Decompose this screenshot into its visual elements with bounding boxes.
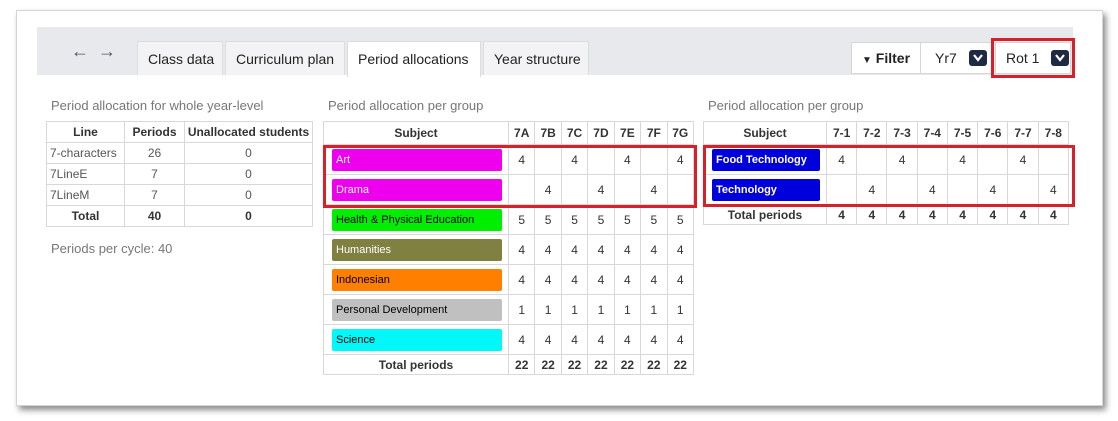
period-cell[interactable]: 4 [667,235,693,265]
column-header-group: 7-6 [978,122,1008,145]
column-header-group: 7C [561,122,587,145]
groups-b-table [703,121,1069,225]
table-cell: 7LineE [47,164,125,185]
subject-cell [324,205,509,235]
period-cell[interactable] [561,175,587,205]
period-cell[interactable]: 4 [561,235,587,265]
period-cell[interactable]: 4 [641,235,667,265]
column-header-group: 7-5 [947,122,977,145]
groups-b-title: Period allocation per group [708,98,864,113]
table-row [47,143,313,164]
tab-year-structure[interactable]: Year structure [483,41,589,75]
table-row [324,205,694,235]
subject-pill[interactable]: Health & Physical Education [332,209,502,231]
period-cell[interactable]: 5 [641,205,667,235]
period-cell[interactable] [1038,145,1068,175]
period-cell[interactable]: 4 [535,235,561,265]
forward-arrow-icon[interactable]: → [98,41,116,61]
period-cell[interactable]: 5 [561,205,587,235]
period-cell[interactable] [827,175,857,205]
period-cell[interactable]: 4 [535,265,561,295]
subject-pill[interactable]: Food Technology [712,149,820,171]
period-cell[interactable]: 4 [978,175,1008,205]
period-cell[interactable]: 4 [614,325,640,355]
table-row [47,185,313,206]
subject-pill[interactable]: Art [332,149,502,171]
period-cell[interactable] [947,175,977,205]
total-cell: 22 [667,355,693,375]
total-row [704,205,1069,225]
table-cell: 7-characters [47,143,125,164]
period-cell[interactable]: 4 [535,175,561,205]
table-cell: 0 [185,164,313,185]
column-header-group: 7D [588,122,614,145]
filter-icon: ▼ [862,55,872,66]
total-cell: 4 [917,205,947,225]
period-cell[interactable]: 4 [509,235,535,265]
subject-cell [324,235,509,265]
table-cell: 0 [185,143,313,164]
period-cell[interactable]: 4 [614,265,640,295]
subject-pill[interactable]: Drama [332,179,502,201]
subject-cell [324,325,509,355]
period-cell[interactable]: 4 [667,265,693,295]
column-header-group: 7F [641,122,667,145]
subject-pill[interactable]: Humanities [332,239,502,261]
periods-per-cycle-label: Periods per cycle: [51,241,155,256]
period-cell[interactable]: 4 [535,325,561,355]
period-cell[interactable]: 4 [857,175,887,205]
column-header-group: 7E [614,122,640,145]
table-row [324,265,694,295]
column-header-group: 7-4 [917,122,947,145]
column-header-group: 7B [535,122,561,145]
period-cell[interactable] [641,145,667,175]
period-cell[interactable]: 1 [614,295,640,325]
toolbar [37,27,1073,75]
period-cell[interactable]: 4 [509,325,535,355]
period-cell[interactable] [857,145,887,175]
period-cell[interactable]: 4 [641,175,667,205]
period-cell[interactable]: 4 [1008,145,1038,175]
total-cell: 4 [1008,205,1038,225]
period-cell[interactable]: 4 [827,145,857,175]
period-cell[interactable]: 1 [667,295,693,325]
subject-cell [324,175,509,205]
rotation-select[interactable] [995,42,1071,74]
column-header-group: 7-7 [1008,122,1038,145]
period-cell[interactable] [614,175,640,205]
period-cell[interactable]: 5 [588,205,614,235]
subject-pill[interactable]: Technology [712,179,820,201]
period-cell[interactable]: 1 [535,295,561,325]
table-cell: 26 [125,143,185,164]
period-cell[interactable]: 4 [588,325,614,355]
period-cell[interactable]: 1 [588,295,614,325]
total-cell: 4 [827,205,857,225]
tab-class-data[interactable]: Class data [137,41,223,75]
period-cell[interactable]: 4 [667,145,693,175]
period-cell[interactable] [588,145,614,175]
column-header-group: 7-8 [1038,122,1068,145]
subject-cell [324,295,509,325]
rotation-select-value: Rot 1 [1006,50,1040,66]
column-header-group: 7-3 [887,122,917,145]
column-header: Unallocated students [185,122,313,143]
total-cell: 40 [125,206,185,227]
column-header: Line [47,122,125,143]
period-cell[interactable]: 4 [917,175,947,205]
app-window [16,10,1103,406]
period-cell[interactable] [509,175,535,205]
total-cell: 22 [509,355,535,375]
period-cell[interactable]: 4 [667,325,693,355]
tab-period-allocations[interactable]: Period allocations [347,41,481,77]
table-row [704,145,1069,175]
period-cell[interactable]: 4 [1038,175,1068,205]
period-cell[interactable]: 1 [561,295,587,325]
subject-pill[interactable]: Indonesian [332,269,502,291]
column-header-subject: Subject [324,122,509,145]
period-cell[interactable]: 5 [614,205,640,235]
groups-a-table [323,121,694,375]
table-cell: 7 [125,185,185,206]
table-row [324,325,694,355]
period-cell[interactable]: 4 [561,265,587,295]
period-cell[interactable]: 4 [509,145,535,175]
subject-cell [324,145,509,175]
table-row [704,175,1069,205]
total-cell: 22 [641,355,667,375]
periods-per-cycle [51,241,172,256]
total-cell: 4 [887,205,917,225]
period-cell[interactable]: 4 [588,175,614,205]
period-cell[interactable]: 4 [561,145,587,175]
total-cell: 22 [535,355,561,375]
table-cell: 7LineM [47,185,125,206]
period-cell[interactable]: 4 [588,265,614,295]
total-cell: 4 [947,205,977,225]
subject-cell [704,145,827,175]
table-cell: 7 [125,164,185,185]
chevron-down-icon [1051,50,1069,66]
period-cell[interactable]: 4 [614,145,640,175]
period-cell[interactable]: 4 [641,325,667,355]
period-cell[interactable]: 4 [641,265,667,295]
whole-year-table [46,121,313,227]
total-cell: 22 [588,355,614,375]
period-cell[interactable]: 4 [947,145,977,175]
period-cell[interactable]: 1 [509,295,535,325]
total-cell: 4 [1038,205,1068,225]
subject-pill[interactable]: Personal Development [332,299,502,321]
column-header-group: 7G [667,122,693,145]
total-cell: 0 [185,206,313,227]
year-select[interactable] [920,42,994,74]
subject-pill[interactable]: Science [332,329,502,351]
period-cell[interactable] [887,175,917,205]
total-label: Total periods [704,205,827,225]
total-row [324,355,694,375]
subject-cell [704,175,827,205]
period-cell[interactable]: 4 [588,235,614,265]
period-cell[interactable]: 4 [561,325,587,355]
period-cell[interactable] [1008,175,1038,205]
subject-cell [324,265,509,295]
table-row [324,145,694,175]
column-header: Periods [125,122,185,143]
filter-label: Filter [875,50,911,66]
period-cell[interactable] [917,145,947,175]
total-cell: 22 [561,355,587,375]
period-cell[interactable]: 4 [509,265,535,295]
period-cell[interactable] [667,175,693,205]
back-arrow-icon[interactable]: ← [71,41,89,61]
total-row [47,206,313,227]
column-header-group: 7A [509,122,535,145]
period-cell[interactable]: 5 [667,205,693,235]
period-cell[interactable]: 4 [614,235,640,265]
period-cell[interactable]: 1 [641,295,667,325]
column-header-group: 7-1 [827,122,857,145]
total-cell: 4 [978,205,1008,225]
filter-button[interactable] [851,42,921,74]
total-cell: Total [47,206,125,227]
period-cell[interactable]: 5 [509,205,535,235]
table-row [324,295,694,325]
column-header-group: 7-2 [857,122,887,145]
period-cell[interactable]: 5 [535,205,561,235]
period-cell[interactable] [978,145,1008,175]
total-cell: 4 [857,205,887,225]
year-select-value: Yr7 [935,50,957,66]
table-row [324,175,694,205]
table-row [47,164,313,185]
groups-a-title: Period allocation per group [328,98,484,113]
chevron-down-icon [969,50,987,66]
period-cell[interactable] [535,145,561,175]
total-label: Total periods [324,355,509,375]
period-cell[interactable]: 4 [887,145,917,175]
total-cell: 22 [614,355,640,375]
periods-per-cycle-value: 40 [157,241,173,256]
column-header-subject: Subject [704,122,827,145]
table-cell: 0 [185,185,313,206]
table-row [324,235,694,265]
whole-year-title: Period allocation for whole year-level [51,98,264,113]
tab-curriculum-plan[interactable]: Curriculum plan [225,41,345,75]
